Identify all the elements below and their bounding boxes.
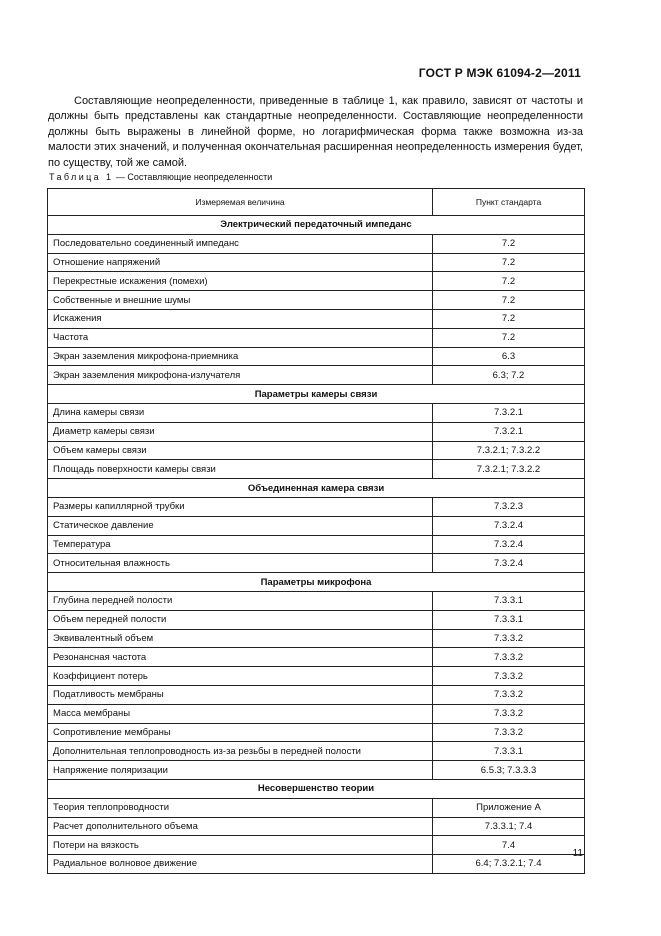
uncertainty-table [47,188,585,874]
table-row [48,441,585,460]
quantity-cell: Частота [48,328,433,347]
clause-cell: 6.3 [433,347,585,366]
table-section-row [48,479,585,498]
quantity-cell: Последовательно соединенный импеданс [48,234,433,253]
clause-cell: 7.3.2.4 [433,516,585,535]
clause-cell: 7.2 [433,328,585,347]
clause-cell: 7.3.3.2 [433,667,585,686]
quantity-cell: Искажения [48,309,433,328]
table-caption-label: Таблица 1 [49,172,114,182]
table-row [48,516,585,535]
quantity-cell: Объем камеры связи [48,441,433,460]
quantity-cell: Расчет дополнительного объема [48,817,433,836]
quantity-cell: Относительная влажность [48,554,433,573]
clause-cell: 7.4 [433,836,585,855]
section-title: Несовершенство теории [48,779,585,798]
table-row [48,648,585,667]
table-row [48,234,585,253]
quantity-cell: Эквивалентный объем [48,629,433,648]
quantity-cell: Радиальное волновое движение [48,855,433,874]
quantity-cell: Податливость мембраны [48,685,433,704]
clause-cell: 7.3.3.1 [433,742,585,761]
table-section-row [48,779,585,798]
clause-cell: 6.3; 7.2 [433,366,585,385]
quantity-cell: Температура [48,535,433,554]
table-row [48,855,585,874]
clause-cell: 6.4; 7.3.2.1; 7.4 [433,855,585,874]
clause-cell: 7.3.2.1 [433,403,585,422]
quantity-cell: Теория теплопроводности [48,798,433,817]
table-row [48,272,585,291]
clause-cell: 7.2 [433,291,585,310]
quantity-cell: Экран заземления микрофона-приемника [48,347,433,366]
clause-cell: 7.2 [433,309,585,328]
quantity-cell: Объем передней полости [48,610,433,629]
quantity-cell: Диаметр камеры связи [48,422,433,441]
section-title: Электрический передаточный импеданс [48,216,585,235]
table-row [48,798,585,817]
clause-cell: 7.3.2.4 [433,535,585,554]
table-row [48,253,585,272]
table-row [48,347,585,366]
quantity-cell: Глубина передней полости [48,591,433,610]
column-header-quantity: Измеряемая величина [48,189,433,216]
clause-cell: 7.3.3.2 [433,648,585,667]
quantity-cell: Напряжение поляризации [48,761,433,780]
clause-cell: 7.3.3.1; 7.4 [433,817,585,836]
quantity-cell: Сопротивление мембраны [48,723,433,742]
quantity-cell: Длина камеры связи [48,403,433,422]
quantity-cell: Статическое давление [48,516,433,535]
clause-cell: 7.2 [433,272,585,291]
table-header-row [48,189,585,216]
table-row [48,723,585,742]
table-body [48,216,585,874]
quantity-cell: Площадь поверхности камеры связи [48,460,433,479]
quantity-cell: Перекрестные искажения (помехи) [48,272,433,291]
page-number: 11 [572,848,583,859]
clause-cell: 7.3.2.1 [433,422,585,441]
clause-cell: 7.2 [433,234,585,253]
table-row [48,291,585,310]
table-row [48,742,585,761]
table-row [48,422,585,441]
table-section-row [48,216,585,235]
table-row [48,610,585,629]
table-row [48,535,585,554]
clause-cell: 7.3.2.1; 7.3.2.2 [433,441,585,460]
table-row [48,817,585,836]
section-title: Параметры микрофона [48,573,585,592]
table-row [48,497,585,516]
quantity-cell: Собственные и внешние шумы [48,291,433,310]
quantity-cell: Резонансная частота [48,648,433,667]
table-row [48,667,585,686]
quantity-cell: Размеры капиллярной трубки [48,497,433,516]
table-row [48,761,585,780]
clause-cell: 7.3.3.1 [433,610,585,629]
table-caption-text: — Составляющие неопределенности [113,172,273,182]
quantity-cell: Отношение напряжений [48,253,433,272]
quantity-cell: Потери на вязкость [48,836,433,855]
table-section-row [48,573,585,592]
clause-cell: 7.3.3.1 [433,591,585,610]
table-row [48,460,585,479]
clause-cell: 7.3.3.2 [433,685,585,704]
table-row [48,309,585,328]
table-row [48,704,585,723]
clause-cell: 7.3.2.1; 7.3.2.2 [433,460,585,479]
table-row [48,591,585,610]
section-title: Объединенная камера связи [48,479,585,498]
quantity-cell: Экран заземления микрофона-излучателя [48,366,433,385]
document-header: ГОСТ Р МЭК 61094-2—2011 [418,66,581,80]
clause-cell: 7.2 [433,253,585,272]
clause-cell: Приложение А [433,798,585,817]
table-row [48,836,585,855]
table-row [48,328,585,347]
quantity-cell: Масса мембраны [48,704,433,723]
table-row [48,366,585,385]
clause-cell: 7.3.3.2 [433,629,585,648]
intro-paragraph: Составляющие неопределенности, приведенные в таблице 1, как правило, зависят от частоты и должны быть представлены как стандартные неопределенности. Составляющие неопределенности должны быть выражены в линейной форме, но логарифмическая форма также возможна из-за малости этих значений, и полученная окончательная расширенная неопределенность измерения будет, по существу, той же самой. [48,95,583,169]
quantity-cell: Коэффициент потерь [48,667,433,686]
table-row [48,629,585,648]
quantity-cell: Дополнительная теплопроводность из-за резьбы в передней полости [48,742,433,761]
column-header-clause: Пункт стандарта [433,189,585,216]
clause-cell: 7.3.3.2 [433,704,585,723]
clause-cell: 6.5.3; 7.3.3.3 [433,761,585,780]
clause-cell: 7.3.2.3 [433,497,585,516]
table-row [48,554,585,573]
clause-cell: 7.3.2.4 [433,554,585,573]
clause-cell: 7.3.3.2 [433,723,585,742]
table-caption [49,172,272,182]
table-section-row [48,385,585,404]
section-title: Параметры камеры связи [48,385,585,404]
table-row [48,403,585,422]
table-row [48,685,585,704]
